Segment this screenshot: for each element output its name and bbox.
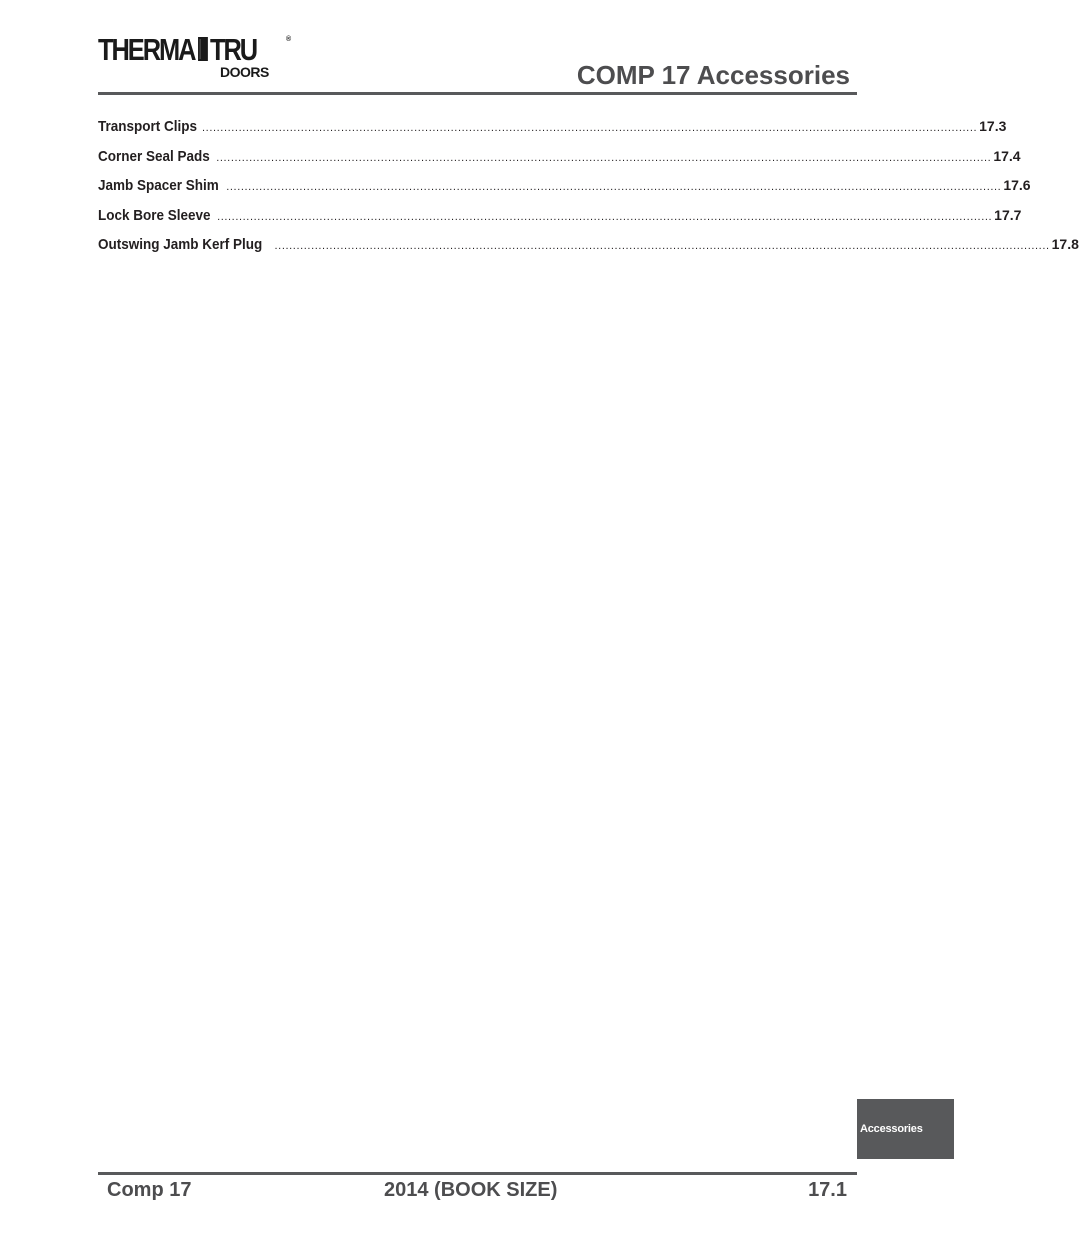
page-title: COMP 17 Accessories (576, 60, 850, 90)
toc-entry-title: Lock Bore Sleeve (98, 206, 211, 224)
toc-dot-leader: .................................................................................................................................................................................................................... (217, 210, 993, 223)
logo-word-tru: TRU (210, 32, 257, 67)
footer-edition: 2014 (BOOK SIZE) (384, 1179, 558, 1201)
toc-entry-outswing-jamb-kerf-plug[interactable] (98, 236, 1079, 266)
toc-dot-leader: .................................................................................................................................................................................................................... (202, 122, 978, 134)
toc-entry-transport-clips[interactable] (98, 118, 1007, 148)
toc-entry-title: Jamb Spacer Shim (98, 177, 219, 194)
therma-tru-logo (98, 34, 298, 84)
toc-entry-page: 17.3 (979, 118, 1007, 134)
toc-entry-page: 17.6 (1003, 177, 1031, 193)
toc-entry-title: Outswing Jamb Kerf Plug (98, 236, 263, 253)
toc-entry-page: 17.7 (994, 206, 1022, 223)
toc-dot-leader: .................................................................................................................................................................................................................... (226, 181, 1002, 193)
toc-entry-title: Transport Clips (98, 118, 198, 135)
toc-dot-leader: .................................................................................................................................................................................................................... (216, 151, 992, 164)
footer-page-number: 17.1 (808, 1179, 847, 1201)
logo-wordmark (98, 34, 256, 65)
toc-entry-jamb-spacer-shim[interactable] (98, 177, 1031, 207)
toc-entry-corner-seal-pads[interactable] (98, 147, 1021, 178)
footer-section-label: Comp 17 (107, 1179, 192, 1201)
section-tab-accessories[interactable]: Accessories (857, 1099, 954, 1159)
logo-subtitle: DOORS (220, 64, 269, 80)
toc-entry-page: 17.4 (993, 147, 1021, 164)
toc-dot-leader: .................................................................................................................................................................................................................... (274, 240, 1050, 252)
header-divider (98, 92, 857, 95)
door-icon (198, 37, 208, 61)
toc-entry-lock-bore-sleeve[interactable] (98, 206, 1022, 237)
toc-entry-page: 17.8 (1051, 236, 1079, 252)
logo-word-therma: THERMA (98, 32, 195, 67)
footer-divider (98, 1172, 857, 1175)
table-of-contents (98, 118, 1079, 266)
toc-entry-title: Corner Seal Pads (98, 147, 210, 165)
registered-mark: ® (286, 36, 292, 43)
